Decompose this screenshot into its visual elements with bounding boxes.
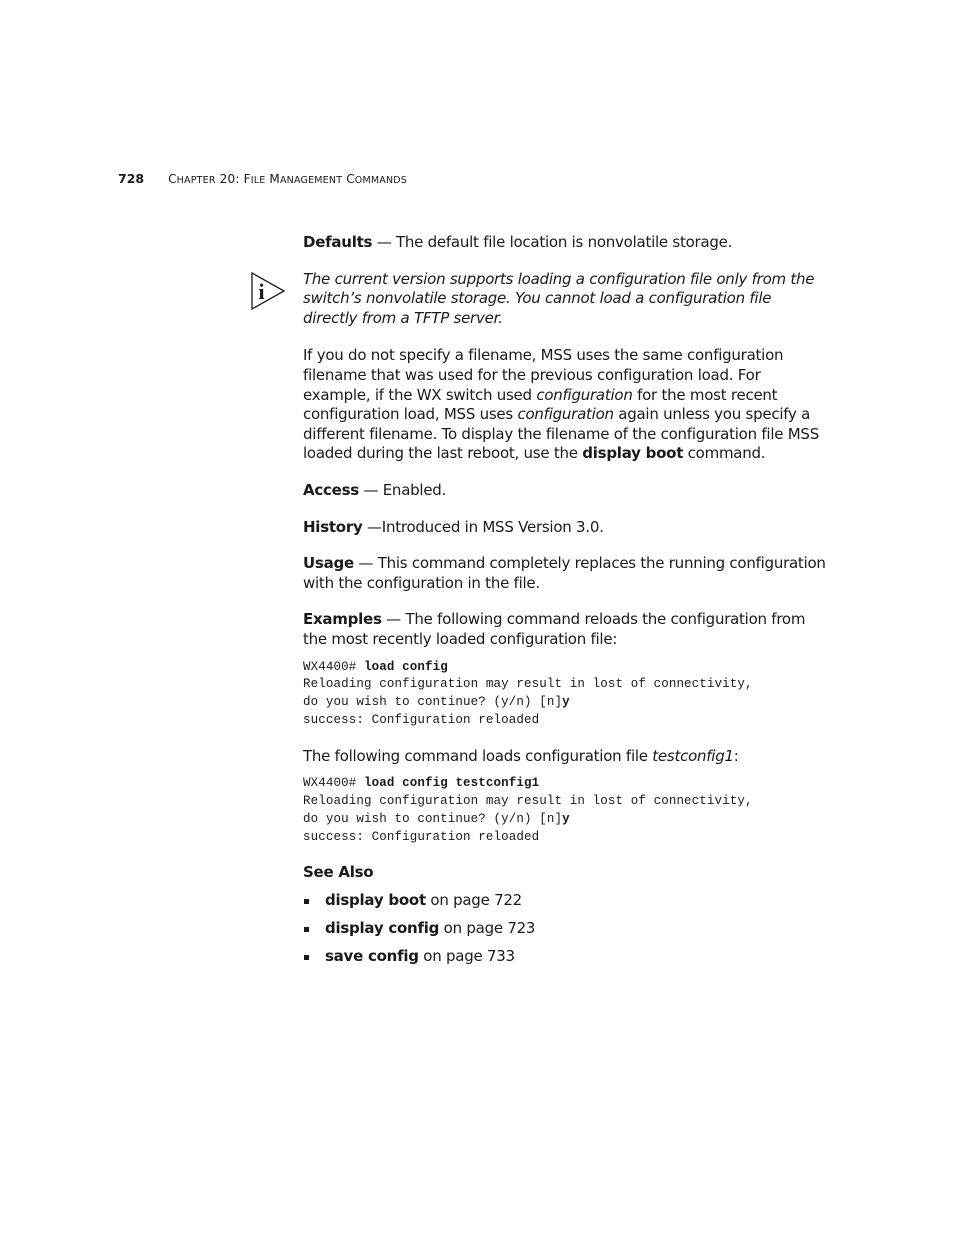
example2-paragraph bbox=[303, 747, 828, 767]
command-name: display boot bbox=[582, 444, 684, 463]
see-also-list bbox=[303, 891, 828, 966]
filename-paragraph bbox=[303, 346, 828, 464]
code-example-2 bbox=[303, 775, 828, 846]
running-header bbox=[118, 171, 407, 186]
text-run: again unless you specify a different filename. To display the filename of the configuration file MSS loaded during the last reboot, use the bbox=[303, 405, 819, 463]
access-paragraph bbox=[303, 481, 828, 501]
chapter-title-part: C bbox=[342, 172, 355, 186]
examples-paragraph bbox=[303, 610, 828, 649]
access-text: — Enabled. bbox=[358, 480, 447, 499]
italic-term: configuration bbox=[536, 385, 633, 404]
usage-paragraph bbox=[303, 554, 828, 593]
bullet-icon bbox=[304, 899, 309, 904]
info-icon bbox=[250, 271, 286, 311]
defaults-text: — The default file location is nonvolatile storage. bbox=[372, 233, 733, 251]
code-example-1 bbox=[303, 659, 828, 730]
chapter-title-part: OMMANDS bbox=[354, 175, 408, 186]
cli-prompt: WX4400# bbox=[303, 659, 364, 674]
see-also-link[interactable]: save config bbox=[325, 946, 419, 965]
chapter-title-part: 20: F bbox=[215, 172, 251, 186]
history-label: History bbox=[303, 517, 363, 536]
text-run: command. bbox=[683, 444, 766, 463]
cli-output: do you wish to continue? (y/n) [n] bbox=[303, 695, 563, 710]
italic-term: configuration bbox=[517, 405, 614, 424]
access-label: Access bbox=[303, 480, 359, 499]
chapter-title-part: M bbox=[265, 172, 280, 186]
page-reference: on page 723 bbox=[439, 918, 536, 937]
text-run: : bbox=[733, 746, 739, 765]
chapter-title-part: C bbox=[168, 172, 177, 186]
cli-command: load config testconfig1 bbox=[363, 776, 540, 791]
cli-answer: y bbox=[562, 811, 570, 826]
cli-output: Reloading configuration may result in lost of connectivity, bbox=[303, 794, 753, 809]
cli-answer: y bbox=[562, 695, 570, 710]
page-number: 728 bbox=[118, 171, 145, 186]
history-text: —Introduced in MSS Version 3.0. bbox=[362, 517, 604, 536]
text-run: for the most recent configuration load, MSS uses bbox=[303, 385, 778, 424]
text-run: If you do not specify a filename, MSS uses the same configuration filename that was used for the previous configuration load. For example, if the WX switch used bbox=[303, 346, 784, 404]
usage-label: Usage bbox=[303, 554, 354, 573]
svg-text:i: i bbox=[258, 279, 265, 304]
file-name: testconfig1 bbox=[652, 746, 734, 765]
defaults-paragraph bbox=[303, 233, 828, 253]
see-also-item bbox=[303, 947, 828, 967]
note-text: The current version supports loading a configuration file only from the switch’s nonvolatile storage. You cannot load a configuration file directly from a TFTP server. bbox=[303, 269, 815, 327]
usage-text: — This command completely replaces the running configuration with the configuration in the file. bbox=[303, 554, 826, 592]
cli-output: success: Configuration reloaded bbox=[303, 712, 540, 727]
see-also-item bbox=[303, 919, 828, 939]
see-also-item bbox=[303, 891, 828, 911]
bullet-icon bbox=[304, 955, 309, 960]
see-also-heading: See Also bbox=[303, 863, 374, 882]
chapter-title bbox=[168, 172, 407, 186]
text-run: The following command loads configuration file bbox=[303, 746, 653, 765]
page-body bbox=[303, 233, 828, 974]
history-paragraph bbox=[303, 518, 828, 538]
page-reference: on page 733 bbox=[418, 946, 515, 965]
examples-label: Examples bbox=[303, 610, 382, 629]
cli-command: load config bbox=[363, 659, 448, 674]
see-also-link[interactable]: display boot bbox=[325, 891, 426, 910]
chapter-title-part: ILE bbox=[250, 175, 266, 186]
chapter-title-part: HAPTER bbox=[176, 175, 216, 186]
cli-output: do you wish to continue? (y/n) [n] bbox=[303, 811, 563, 826]
chapter-title-part: ANAGEMENT bbox=[279, 175, 343, 186]
bullet-icon bbox=[304, 927, 309, 932]
cli-prompt: WX4400# bbox=[303, 776, 364, 791]
page-reference: on page 722 bbox=[425, 891, 522, 910]
cli-output: success: Configuration reloaded bbox=[303, 829, 540, 844]
defaults-label: Defaults bbox=[303, 233, 373, 251]
see-also-link[interactable]: display config bbox=[325, 918, 440, 937]
examples-text: — The following command reloads the configuration from the most recently loaded configuration file: bbox=[303, 610, 806, 648]
cli-output: Reloading configuration may result in lost of connectivity, bbox=[303, 677, 753, 692]
